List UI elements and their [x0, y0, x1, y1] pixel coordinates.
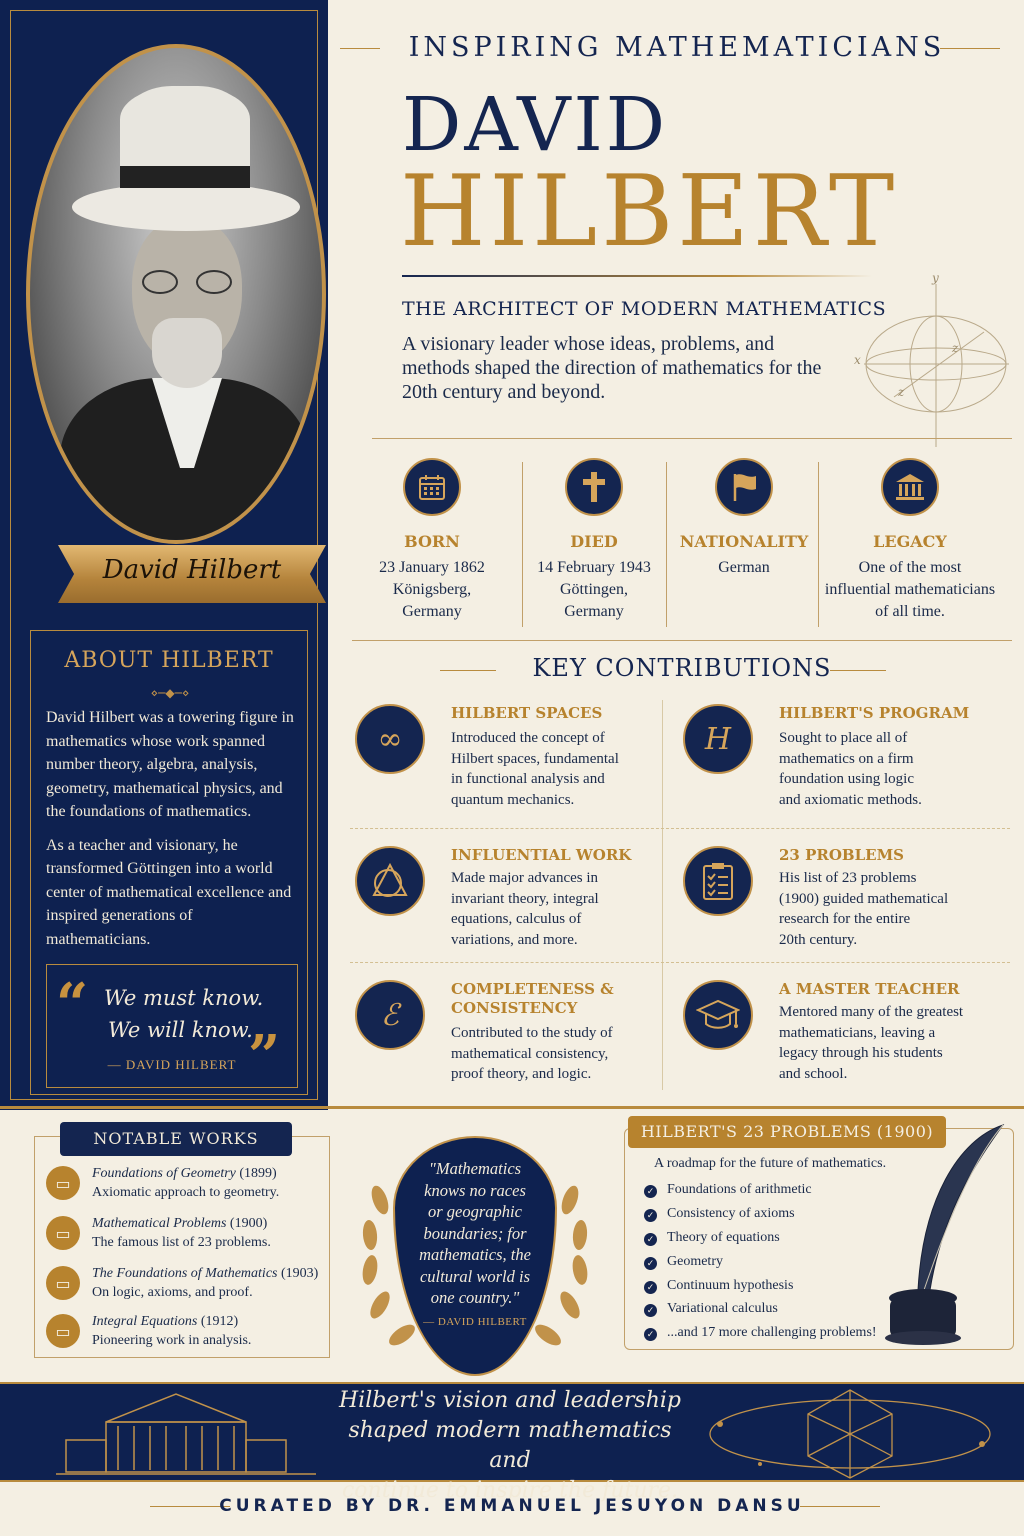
problem-text: Continuum hypothesis: [667, 1278, 794, 1293]
problems-intro: A roadmap for the future of mathematics.: [654, 1156, 887, 1171]
footer-quote-line: shaped modern mathematics and: [348, 1418, 672, 1473]
check-icon: ✓: [644, 1233, 657, 1246]
problem-text: Theory of equations: [667, 1230, 780, 1245]
book-icon: ▭: [46, 1216, 80, 1250]
notable-work-item: [46, 1166, 330, 1212]
portrait-photo: [26, 44, 326, 544]
problem-text: Geometry: [667, 1254, 723, 1269]
fact-label: NATIONALITY: [679, 532, 809, 551]
problem-item: [644, 1254, 723, 1270]
text-line: 20th century.: [779, 931, 858, 948]
text-line: Introduced the concept of: [451, 730, 605, 746]
fact-value-line: 14 February 1943: [537, 559, 651, 576]
contribution-text: [451, 868, 661, 950]
work-title: [92, 1166, 277, 1182]
about-text: [46, 706, 301, 961]
axis-letter: z: [898, 385, 905, 399]
contribution-title: HILBERT SPACES: [451, 704, 603, 722]
notable-work-item: [46, 1314, 330, 1360]
contribution-title: 23 PROBLEMS: [779, 846, 905, 864]
check-icon: ✓: [644, 1281, 657, 1294]
problem-text: Foundations of arithmetic: [667, 1182, 812, 1197]
problem-item: [644, 1278, 793, 1294]
close-quote-icon: ”: [248, 1023, 281, 1089]
work-desc: On logic, axioms, and proof.: [92, 1285, 253, 1300]
fact-died: [514, 458, 674, 623]
intro-text: A visionary leader whose ideas, problems, and methods shaped the direction of mathematics for the 20th century and beyond.: [402, 333, 822, 403]
notable-works-title: NOTABLE WORKS: [60, 1122, 292, 1156]
name-rule: [402, 275, 872, 277]
book-icon: ▭: [46, 1314, 80, 1348]
contribution-text: [779, 1002, 989, 1084]
contribution-text: [779, 728, 989, 810]
quote-line: We must know.: [104, 986, 264, 1010]
fact-value: [514, 557, 674, 623]
last-name: HILBERT: [400, 155, 899, 269]
fact-value-line: influential mathematicians: [824, 581, 996, 598]
work-title-italic: The Foundations of Mathematics: [92, 1266, 278, 1281]
cross-icon: [565, 458, 623, 516]
fact-value: [352, 557, 512, 623]
text-line: in functional analysis and: [451, 771, 605, 787]
contribution-title: [451, 980, 671, 1018]
kicker-title: INSPIRING MATHEMATICIANS: [408, 32, 946, 63]
quote-line: cultural world is: [419, 1266, 530, 1286]
text-line: mathematical consistency,: [451, 1045, 609, 1062]
about-title: ABOUT HILBERT: [64, 648, 274, 673]
work-title: [92, 1266, 318, 1282]
fact-legacy: [822, 458, 998, 623]
text-line: legacy through his students: [779, 1045, 943, 1061]
contributions-title: KEY CONTRIBUTIONS: [532, 654, 832, 682]
epsilon-icon: ℰ: [355, 980, 425, 1050]
check-icon: ✓: [644, 1209, 657, 1222]
quote-line: boundaries; for: [423, 1223, 527, 1243]
sphere-axes-icon: [854, 272, 1014, 452]
check-icon: ✓: [644, 1257, 657, 1270]
fact-value-line: of all time.: [875, 603, 945, 620]
fact-value-line: 23 January 1862: [379, 559, 485, 576]
problems-title: HILBERT'S 23 PROBLEMS (1900): [628, 1116, 946, 1148]
contributions-divider: [350, 828, 1010, 829]
work-desc: Pioneering work in analysis.: [92, 1333, 252, 1348]
book-icon: ▭: [46, 1266, 80, 1300]
work-desc: The famous list of 23 problems.: [92, 1235, 271, 1250]
fact-label: LEGACY: [873, 532, 947, 551]
text-line: (1900) guided mathematical: [779, 890, 949, 907]
polyhedron-orbit-icon: [700, 1384, 1000, 1482]
fact-value: [664, 557, 824, 579]
fact-value: [822, 557, 998, 623]
shield-quote: [400, 1158, 550, 1309]
work-title: [92, 1314, 238, 1330]
geometry-icon: [355, 846, 425, 916]
text-line: Made major advances in: [451, 870, 599, 886]
text-line: Mentored many of the greatest: [779, 1004, 964, 1020]
text-line: Contributed to the study of: [451, 1025, 613, 1041]
university-building-icon: [56, 1382, 316, 1480]
open-quote-icon: “: [56, 971, 89, 1037]
quote-line: "Mathematics: [428, 1159, 522, 1178]
about-paragraph: As a teacher and visionary, he transformed Göttingen into a world center of mathematical excellence and inspired generations of mathematicians.: [46, 836, 292, 948]
fact-born: [352, 458, 512, 623]
problem-item: [644, 1325, 877, 1341]
title-line: CONSISTENCY: [451, 999, 578, 1017]
book-icon: ▭: [46, 1166, 80, 1200]
work-title: [92, 1216, 267, 1232]
text-line: research for the entire: [779, 911, 911, 927]
contribution-title: A MASTER TEACHER: [779, 980, 960, 998]
text-line: quantum mechanics.: [451, 791, 575, 808]
temple-icon: [881, 458, 939, 516]
ornament-divider-icon: ⋄─◆─⋄: [150, 686, 190, 700]
facts-rule: [352, 640, 1012, 641]
signature-text: David Hilbert: [102, 555, 282, 585]
curator-credit: CURATED BY DR. EMMANUEL JESUYON DANSU: [219, 1496, 805, 1516]
calendar-icon: [403, 458, 461, 516]
check-icon: ✓: [644, 1304, 657, 1317]
check-icon: ✓: [644, 1328, 657, 1341]
contributions-divider: [350, 962, 1010, 963]
fact-value-line: German: [718, 559, 770, 576]
work-title-italic: Mathematical Problems: [92, 1216, 227, 1231]
contribution-influential-work: [355, 846, 655, 956]
work-title-italic: Foundations of Geometry: [92, 1166, 236, 1181]
text-line: and axiomatic methods.: [779, 791, 922, 808]
text-line: His list of 23 problems: [779, 870, 917, 886]
quill-inkwell-icon: [878, 1120, 1018, 1350]
shield-author: — DAVID HILBERT: [423, 1316, 527, 1328]
text-line: Sought to place all of: [779, 730, 908, 746]
quote-author: — DAVID HILBERT: [107, 1057, 237, 1072]
fact-value-line: One of the most: [858, 559, 962, 576]
fact-value-line: Germany: [564, 603, 624, 620]
problem-item: [644, 1230, 780, 1246]
first-name: DAVID: [402, 82, 669, 168]
contribution-hilbert-spaces: [355, 704, 655, 814]
quote-line: one country.": [430, 1288, 520, 1307]
infinity-icon: ∞: [355, 704, 425, 774]
quote-line: knows no races: [424, 1180, 526, 1200]
text-line: mathematicians, leaving a: [779, 1024, 936, 1041]
problem-text: Variational calculus: [667, 1301, 778, 1316]
contribution-title: HILBERT'S PROGRAM: [779, 704, 970, 722]
contribution-master-teacher: [683, 980, 983, 1090]
notable-work-item: [46, 1266, 330, 1312]
work-year: (1900): [226, 1216, 268, 1231]
text-line: mathematics on a firm: [779, 750, 914, 767]
contributions-divider: [662, 700, 663, 1090]
footer-quote-line: continue to inspire the future.: [341, 1478, 679, 1503]
quote-line: We will know.: [108, 1018, 253, 1042]
text-line: invariant theory, integral: [451, 890, 599, 907]
work-title-italic: Integral Equations: [92, 1314, 198, 1329]
text-line: equations, calculus of: [451, 911, 582, 927]
axis-letter: z: [952, 341, 959, 355]
fact-value-line: Germany: [402, 603, 462, 620]
fact-label: DIED: [570, 532, 618, 551]
contribution-text: [451, 728, 661, 810]
quote-line: or geographic: [428, 1202, 522, 1221]
flag-icon: [715, 458, 773, 516]
text-line: and school.: [779, 1065, 848, 1082]
h-monogram-icon: H: [683, 704, 753, 774]
section-rule: [0, 1106, 1024, 1109]
contribution-title: INFLUENTIAL WORK: [451, 846, 632, 864]
work-year: (1912): [197, 1314, 239, 1329]
text-line: Hilbert spaces, fundamental: [451, 750, 619, 767]
contribution-completeness: [355, 980, 655, 1090]
graduation-cap-icon: [683, 980, 753, 1050]
notable-work-item: [46, 1216, 330, 1262]
work-desc: Axiomatic approach to geometry.: [92, 1185, 280, 1200]
problem-text: ...and 17 more challenging problems!: [667, 1325, 877, 1340]
fact-label: BORN: [404, 532, 460, 551]
clipboard-icon: [683, 846, 753, 916]
contribution-text: [451, 1023, 661, 1085]
fact-value-line: Königsberg,: [392, 581, 472, 598]
title-line: COMPLETENESS &: [451, 980, 614, 998]
problem-item: [644, 1182, 812, 1198]
problem-item: [644, 1301, 778, 1317]
about-paragraph: David Hilbert was a towering figure in mathematics whose work spanned number theory, algebra, analysis, geometry, mathematical physics, and the foundations of mathematics.: [46, 709, 294, 820]
text-line: variations, and more.: [451, 931, 578, 948]
footer-quote-line: Hilbert's vision and leadership: [339, 1388, 681, 1413]
fact-nationality: [664, 458, 824, 579]
problem-item: [644, 1206, 795, 1222]
axis-letter: x: [854, 353, 861, 367]
contribution-hilberts-program: [683, 704, 983, 814]
problem-text: Consistency of axioms: [667, 1206, 795, 1221]
contribution-text: [779, 868, 989, 950]
quote-line: mathematics, the: [419, 1245, 531, 1264]
work-year: (1899): [235, 1166, 277, 1181]
text-line: foundation using logic: [779, 771, 914, 787]
footer-quote: [330, 1386, 690, 1506]
facts-rule: [372, 438, 1012, 439]
contribution-23-problems: [683, 846, 983, 956]
text-line: proof theory, and logic.: [451, 1066, 592, 1082]
work-year: (1903): [277, 1266, 319, 1281]
axis-letter: y: [932, 272, 939, 285]
fact-value-line: Göttingen,: [560, 581, 628, 598]
subtitle: THE ARCHITECT OF MODERN MATHEMATICS: [402, 298, 887, 320]
check-icon: ✓: [644, 1185, 657, 1198]
